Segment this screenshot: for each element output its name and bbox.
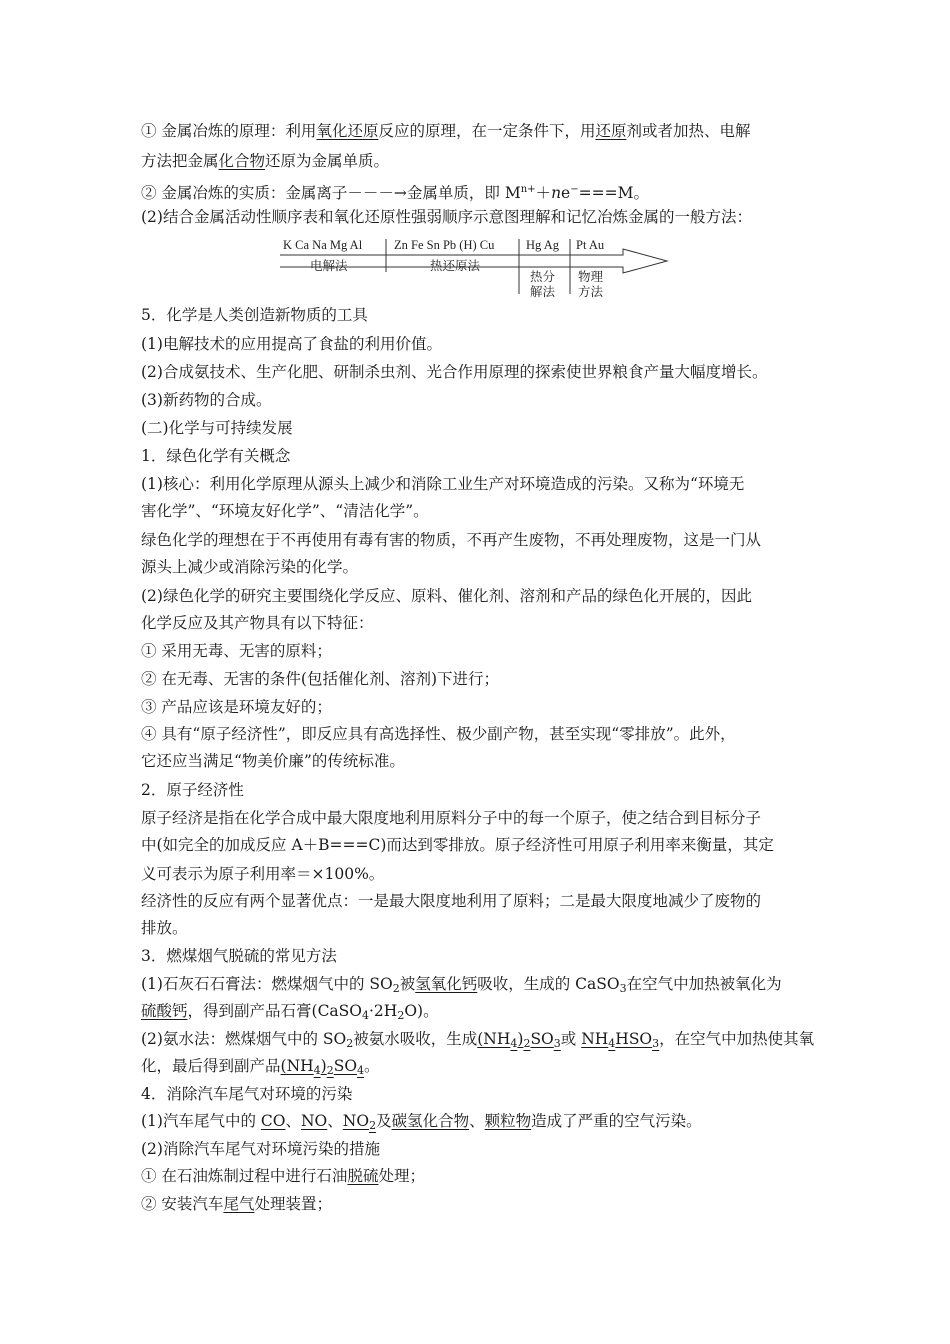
text-segment: (1)核心：利用化学原理从源头上减少和消除工业生产对环境造成的污染。又称为“环境无 [141,475,745,493]
text-line [141,780,244,800]
text-segment: 5．化学是人类创造新物质的工具 [141,306,368,324]
text-segment: O)。 [404,1002,439,1020]
metals-group-3: Hg Ag [526,238,559,252]
text-line [141,1001,439,1026]
text-line [141,864,384,884]
text-segment: ) [517,1030,524,1048]
text-segment: 害化学”、“环境友好化学”、“清洁化学”。 [141,502,429,520]
text-segment: ·2H [369,1002,398,1020]
text-line [141,1139,380,1159]
text-line [141,724,736,744]
text-line [141,946,337,966]
text-segment: 方法把金属 [141,152,219,170]
text-line [141,697,332,717]
text-segment: 反应的原理，在一定条件下，用 [378,122,596,140]
text-segment: n+ [520,184,536,195]
text-segment: ② 在无毒、无害的条件(包括催化剂、溶剂)下进行； [141,670,500,688]
text-segment: ④ 具有“原子经济性”，即反应具有高选择性、极少副产物，甚至实现“零排放”。此外， [141,725,736,743]
text-segment: 碳氢化合物 [391,1112,470,1130]
text-segment: 或 [560,1030,582,1048]
text-segment: 氢氧化钙 [415,975,478,993]
text-segment: ① 采用无毒、无害的原料； [141,642,332,660]
text-line [141,390,271,410]
text-segment: 2．原子经济性 [141,781,244,799]
text-segment: 吸收，生成的 CaSO [477,975,620,993]
text-segment: − [570,184,579,195]
text-segment: 4 [510,1037,518,1050]
text-line [141,1194,332,1214]
text-segment: 氧化还原 [316,122,379,140]
text-segment: 处理； [378,1167,425,1185]
metals-group-1: K Ca Na Mg Al [283,238,363,252]
text-segment: NO [342,1112,370,1130]
text-line [141,334,442,354]
method-thermal-reduction: 热还原法 [430,259,481,273]
text-segment: ，在空气中加热使其氧 [659,1030,815,1048]
text-segment: 脱硫 [347,1167,379,1185]
text-segment: ，得到副产品石膏(CaSO [187,1002,362,1020]
text-segment: ① 金属冶炼的原理：利用 [141,122,317,140]
text-segment: 2 [397,1009,405,1022]
text-segment: (2)消除汽车尾气对环境污染的措施 [141,1140,380,1158]
text-line [141,808,761,828]
text-segment: 。 [364,1057,380,1075]
text-segment: 、 [285,1112,301,1130]
text-segment: SO [530,1030,554,1048]
text-segment: (3)新药物的合成。 [141,391,272,409]
text-segment: ① 在石油炼制过程中进行石油 [141,1167,348,1185]
metals-group-2: Zn Fe Sn Pb (H) Cu [394,238,495,252]
text-segment: (NH [280,1057,314,1075]
text-segment: ＋ [535,184,552,202]
text-segment: 1．绿色化学有关概念 [141,447,291,465]
text-segment: 3 [619,982,627,995]
text-segment: 2 [326,1064,334,1077]
text-segment: 2 [523,1037,531,1050]
text-line [141,180,649,203]
text-line [141,669,499,689]
text-segment: 、 [327,1112,343,1130]
text-segment: ② 安装汽车 [141,1195,224,1213]
text-segment: NO [300,1112,328,1130]
text-segment: 2 [392,982,400,995]
text-segment: 义可表示为原子利用率＝×100%。 [141,865,385,883]
method-electrolysis: 电解法 [310,259,348,273]
text-segment: 剂或者加热、电解 [626,122,751,140]
text-segment: ) [320,1057,327,1075]
text-line [141,530,761,550]
method-physical-2: 方法 [578,285,604,299]
text-segment: 它还应当满足“物美价廉”的传统标准。 [141,752,405,770]
text-line [141,1166,425,1186]
text-segment: 化，最后得到副产品 [141,1057,281,1075]
metals-group-4: Pt Au [576,238,605,252]
text-line [141,121,751,141]
text-line [141,891,761,911]
text-line [141,835,774,855]
text-segment: 造成了严重的空气污染。 [531,1112,702,1130]
text-segment: (2)绿色化学的研究主要围绕化学反应、原料、催化剂、溶剂和产品的绿色化开展的，因此 [141,587,752,605]
text-line [141,305,368,325]
text-line [141,751,405,771]
text-segment: 4 [608,1037,616,1050]
text-segment: (2)合成氨技术、生产化肥、研制杀虫剂、光合作用原理的探索使世界粮食产量大幅度增长。 [141,363,768,381]
text-segment: 化合物 [218,152,266,170]
text-segment: (1)石灰石石膏法：燃煤烟气中的 SO [141,975,393,993]
text-segment: 中(如完全的加成反应 A＋B===C)而达到零排放。原子经济性可用原子利用率来衡量，其定 [141,836,774,854]
text-line [141,586,752,606]
text-segment: (2)氨水法：燃煤烟气中的 SO [141,1030,347,1048]
text-line [141,418,293,438]
text-segment: 处理装置； [254,1195,332,1213]
text-line [141,641,332,661]
text-segment: 、 [469,1112,485,1130]
text-segment: 颗粒物 [484,1112,532,1130]
text-segment: 硫酸钙 [141,1002,188,1020]
text-line [141,362,767,382]
text-line [141,1029,814,1054]
text-segment: 源头上减少或消除污染的化学。 [141,558,359,576]
text-segment: SO [333,1057,358,1075]
text-segment: ③ 产品应该是环境友好的； [141,698,332,716]
text-segment: 2 [346,1037,354,1050]
text-segment: 4．消除汽车尾气对环境的污染 [141,1085,353,1103]
text-segment: 被氨水吸收，生成 [353,1030,478,1048]
method-thermal-decomposition-2: 解法 [530,285,556,299]
text-line [141,474,744,494]
text-line [141,1111,702,1136]
text-segment: 4 [357,1064,365,1077]
text-segment: 绿色化学的理想在于不再使用有毒有害的物质，不再产生废物，不再处理废物，这是一门从 [141,531,762,549]
text-line [141,557,358,577]
text-segment: 尾气 [223,1195,255,1213]
metal-smelting-method-diagram [278,234,670,300]
text-segment: (1)电解技术的应用提高了食盐的利用价值。 [141,335,442,353]
text-segment: 2 [369,1119,377,1132]
text-segment: ===M。 [578,184,649,202]
text-segment: 4 [313,1064,321,1077]
text-segment: ② 金属冶炼的实质：金属离子－－－→金属单质，即 M [141,184,521,202]
text-line [141,613,374,633]
text-segment: (二)化学与可持续发展 [141,419,293,437]
text-line [141,446,290,466]
text-line [141,974,782,999]
text-segment: 3．燃煤烟气脱硫的常见方法 [141,947,337,965]
text-segment: 被 [399,975,416,993]
text-line [141,207,752,227]
text-segment: 排放。 [141,919,188,937]
text-segment: n [551,184,562,202]
text-segment: (1)汽车尾气中的 [141,1112,261,1130]
text-segment: 经济性的反应有两个显著优点：一是最大限度地利用了原料；二是最大限度地减少了废物的 [141,892,762,910]
text-segment: 还原为金属单质。 [265,152,390,170]
text-line [141,1084,352,1104]
text-line [141,1056,380,1081]
text-segment: e [561,184,571,202]
text-segment: 4 [362,1009,369,1022]
text-segment: (2)结合金属活动性顺序表和氧化还原性强弱顺序示意图理解和记忆冶炼金属的一般方法： [141,208,752,226]
text-segment: 在空气中加热被氧化为 [626,975,782,993]
text-segment: 原子经济是指在化学合成中最大限度地利用原料分子中的每一个原子，使之结合到目标分子 [141,809,762,827]
text-segment: 3 [652,1037,660,1050]
text-segment: 及 [376,1112,392,1130]
text-segment: 3 [553,1037,561,1050]
text-segment: (NH [477,1030,511,1048]
text-segment: CO [260,1112,286,1130]
method-thermal-decomposition-1: 热分 [530,270,556,284]
text-segment: NH [581,1030,609,1048]
text-line [141,918,188,938]
method-physical-1: 物理 [578,270,604,284]
text-line [141,151,389,171]
text-line [141,501,429,521]
text-segment: HSO [615,1030,653,1048]
text-segment: 还原 [595,122,627,140]
text-segment: 化学反应及其产物具有以下特征： [141,614,374,632]
